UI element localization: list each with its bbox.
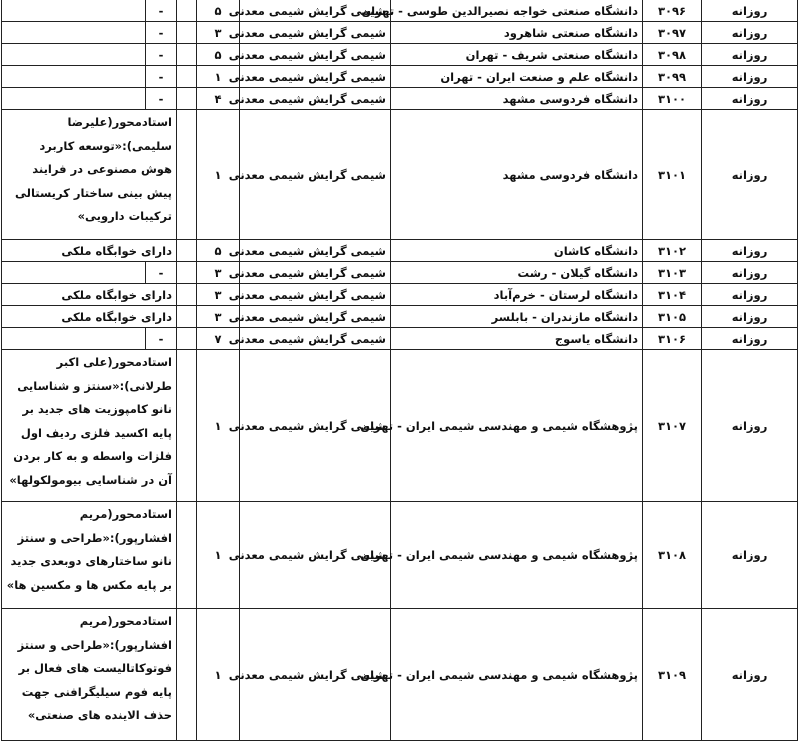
- study-period-cell: روزانه: [702, 262, 798, 284]
- table-row: [2, 240, 798, 262]
- table-row: [2, 350, 798, 502]
- empty-cell: [177, 284, 197, 306]
- study-period-cell: روزانه: [702, 306, 798, 328]
- note-cell: استادمحور(مریم افشارپور):«طراحی و سنتز فوتوکاتالیست های فعال بر پایه فوم سیلیگرافنی جهت حذف الاینده های صنعتی»: [2, 609, 177, 741]
- empty-cell: [2, 0, 146, 22]
- university-cell: دانشگاه کاشان: [391, 240, 643, 262]
- study-period-cell: روزانه: [702, 0, 798, 22]
- empty-cell: [177, 44, 197, 66]
- empty-cell: [2, 66, 146, 88]
- capacity-cell: ۳: [197, 306, 240, 328]
- code-cell: ۳۰۹۶: [643, 0, 702, 22]
- university-cell: دانشگاه علم و صنعت ایران - تهران: [391, 66, 643, 88]
- field-cell: شیمی گرایش شیمی معدنی: [240, 328, 391, 350]
- code-cell: ۳۱۰۳: [643, 262, 702, 284]
- code-cell: ۳۱۰۰: [643, 88, 702, 110]
- note-cell: -: [146, 22, 177, 44]
- university-cell: دانشگاه صنعتی شریف - تهران: [391, 44, 643, 66]
- table-row: [2, 328, 798, 350]
- code-cell: ۳۰۹۸: [643, 44, 702, 66]
- code-cell: ۳۱۰۹: [643, 609, 702, 741]
- field-cell: شیمی گرایش شیمی معدنی: [240, 44, 391, 66]
- university-cell: دانشگاه یاسوج: [391, 328, 643, 350]
- field-cell: شیمی گرایش شیمی معدنی: [240, 609, 391, 741]
- note-cell: دارای خوابگاه ملکی: [2, 306, 177, 328]
- university-cell: دانشگاه لرستان - خرم‌آباد: [391, 284, 643, 306]
- study-period-cell: روزانه: [702, 22, 798, 44]
- study-period-cell: روزانه: [702, 350, 798, 502]
- table-row: [2, 110, 798, 240]
- field-cell: شیمی گرایش شیمی معدنی: [240, 350, 391, 502]
- note-cell: دارای خوابگاه ملکی: [2, 284, 177, 306]
- university-cell: دانشگاه صنعتی خواجه نصیرالدین طوسی - تهران: [391, 0, 643, 22]
- capacity-cell: ۱: [197, 66, 240, 88]
- table-row: [2, 66, 798, 88]
- empty-cell: [177, 110, 197, 240]
- empty-cell: [177, 609, 197, 741]
- university-cell: پژوهشگاه شیمی و مهندسی شیمی ایران - تهران: [391, 350, 643, 502]
- study-period-cell: روزانه: [702, 284, 798, 306]
- table-row: [2, 306, 798, 328]
- note-cell: -: [146, 88, 177, 110]
- study-period-cell: روزانه: [702, 44, 798, 66]
- capacity-cell: ۵: [197, 0, 240, 22]
- note-cell: -: [146, 0, 177, 22]
- table-row: [2, 284, 798, 306]
- empty-cell: [177, 66, 197, 88]
- university-cell: پژوهشگاه شیمی و مهندسی شیمی ایران - تهران: [391, 502, 643, 609]
- study-period-cell: روزانه: [702, 328, 798, 350]
- capacity-cell: ۱: [197, 609, 240, 741]
- university-cell: پژوهشگاه شیمی و مهندسی شیمی ایران - تهران: [391, 609, 643, 741]
- code-cell: ۳۱۰۷: [643, 350, 702, 502]
- field-cell: شیمی گرایش شیمی معدنی: [240, 306, 391, 328]
- empty-cell: [2, 22, 146, 44]
- empty-cell: [177, 88, 197, 110]
- capacity-cell: ۱: [197, 110, 240, 240]
- university-cell: دانشگاه گیلان - رشت: [391, 262, 643, 284]
- field-cell: شیمی گرایش شیمی معدنی: [240, 66, 391, 88]
- field-cell: شیمی گرایش شیمی معدنی: [240, 502, 391, 609]
- study-period-cell: روزانه: [702, 88, 798, 110]
- code-cell: ۳۱۰۶: [643, 328, 702, 350]
- empty-cell: [2, 262, 146, 284]
- note-cell: -: [146, 66, 177, 88]
- table-row: [2, 502, 798, 609]
- table-row: [2, 88, 798, 110]
- field-cell: شیمی گرایش شیمی معدنی: [240, 262, 391, 284]
- field-cell: شیمی گرایش شیمی معدنی: [240, 22, 391, 44]
- empty-cell: [177, 502, 197, 609]
- table-body: [2, 0, 798, 741]
- note-cell: دارای خوابگاه ملکی: [2, 240, 177, 262]
- capacity-cell: ۳: [197, 22, 240, 44]
- empty-cell: [177, 328, 197, 350]
- table-row: [2, 262, 798, 284]
- empty-cell: [177, 240, 197, 262]
- empty-cell: [2, 44, 146, 66]
- code-cell: ۳۱۰۴: [643, 284, 702, 306]
- study-period-cell: روزانه: [702, 240, 798, 262]
- table-row: [2, 22, 798, 44]
- code-cell: ۳۱۰۸: [643, 502, 702, 609]
- study-period-cell: روزانه: [702, 66, 798, 88]
- study-period-cell: روزانه: [702, 110, 798, 240]
- university-cell: دانشگاه فردوسی مشهد: [391, 88, 643, 110]
- field-cell: شیمی گرایش شیمی معدنی: [240, 0, 391, 22]
- note-cell: استادمحور(علیرضا سلیمی):«توسعه کاربرد هوش مصنوعی در فرایند پیش بینی ساختار کریستالی ترکیبات دارویی»: [2, 110, 177, 240]
- code-cell: ۳۰۹۷: [643, 22, 702, 44]
- note-cell: استادمحور(مریم افشارپور):«طراحی و سنتز نانو ساختارهای دوبعدی جدید بر پایه مکس ها و مکسین ها»: [2, 502, 177, 609]
- note-cell: -: [146, 44, 177, 66]
- university-cell: دانشگاه فردوسی مشهد: [391, 110, 643, 240]
- university-cell: دانشگاه مازندران - بابلسر: [391, 306, 643, 328]
- study-period-cell: روزانه: [702, 502, 798, 609]
- note-cell: -: [146, 262, 177, 284]
- empty-cell: [2, 328, 146, 350]
- capacity-cell: ۵: [197, 240, 240, 262]
- empty-cell: [177, 22, 197, 44]
- admissions-table: [1, 0, 798, 741]
- study-period-cell: روزانه: [702, 609, 798, 741]
- capacity-cell: ۱: [197, 350, 240, 502]
- note-cell: -: [146, 328, 177, 350]
- table-row: [2, 609, 798, 741]
- capacity-cell: ۱: [197, 502, 240, 609]
- code-cell: ۳۱۰۱: [643, 110, 702, 240]
- field-cell: شیمی گرایش شیمی معدنی: [240, 240, 391, 262]
- table-row: [2, 44, 798, 66]
- empty-cell: [177, 0, 197, 22]
- note-cell: استادمحور(علی اکبر طرلانی):«سنتز و شناسایی نانو کامپوزیت های جدید بر پایه اکسید فلزی ردیف اول فلزات واسطه و به کار بردن آن در شناسایی بیومولکولها»: [2, 350, 177, 502]
- capacity-cell: ۴: [197, 88, 240, 110]
- code-cell: ۳۱۰۵: [643, 306, 702, 328]
- empty-cell: [2, 88, 146, 110]
- capacity-cell: ۷: [197, 328, 240, 350]
- field-cell: شیمی گرایش شیمی معدنی: [240, 88, 391, 110]
- field-cell: شیمی گرایش شیمی معدنی: [240, 110, 391, 240]
- empty-cell: [177, 262, 197, 284]
- table-row: [2, 0, 798, 22]
- empty-cell: [177, 350, 197, 502]
- code-cell: ۳۰۹۹: [643, 66, 702, 88]
- capacity-cell: ۳: [197, 284, 240, 306]
- field-cell: شیمی گرایش شیمی معدنی: [240, 284, 391, 306]
- capacity-cell: ۳: [197, 262, 240, 284]
- empty-cell: [177, 306, 197, 328]
- university-cell: دانشگاه صنعتی شاهرود: [391, 22, 643, 44]
- code-cell: ۳۱۰۲: [643, 240, 702, 262]
- capacity-cell: ۵: [197, 44, 240, 66]
